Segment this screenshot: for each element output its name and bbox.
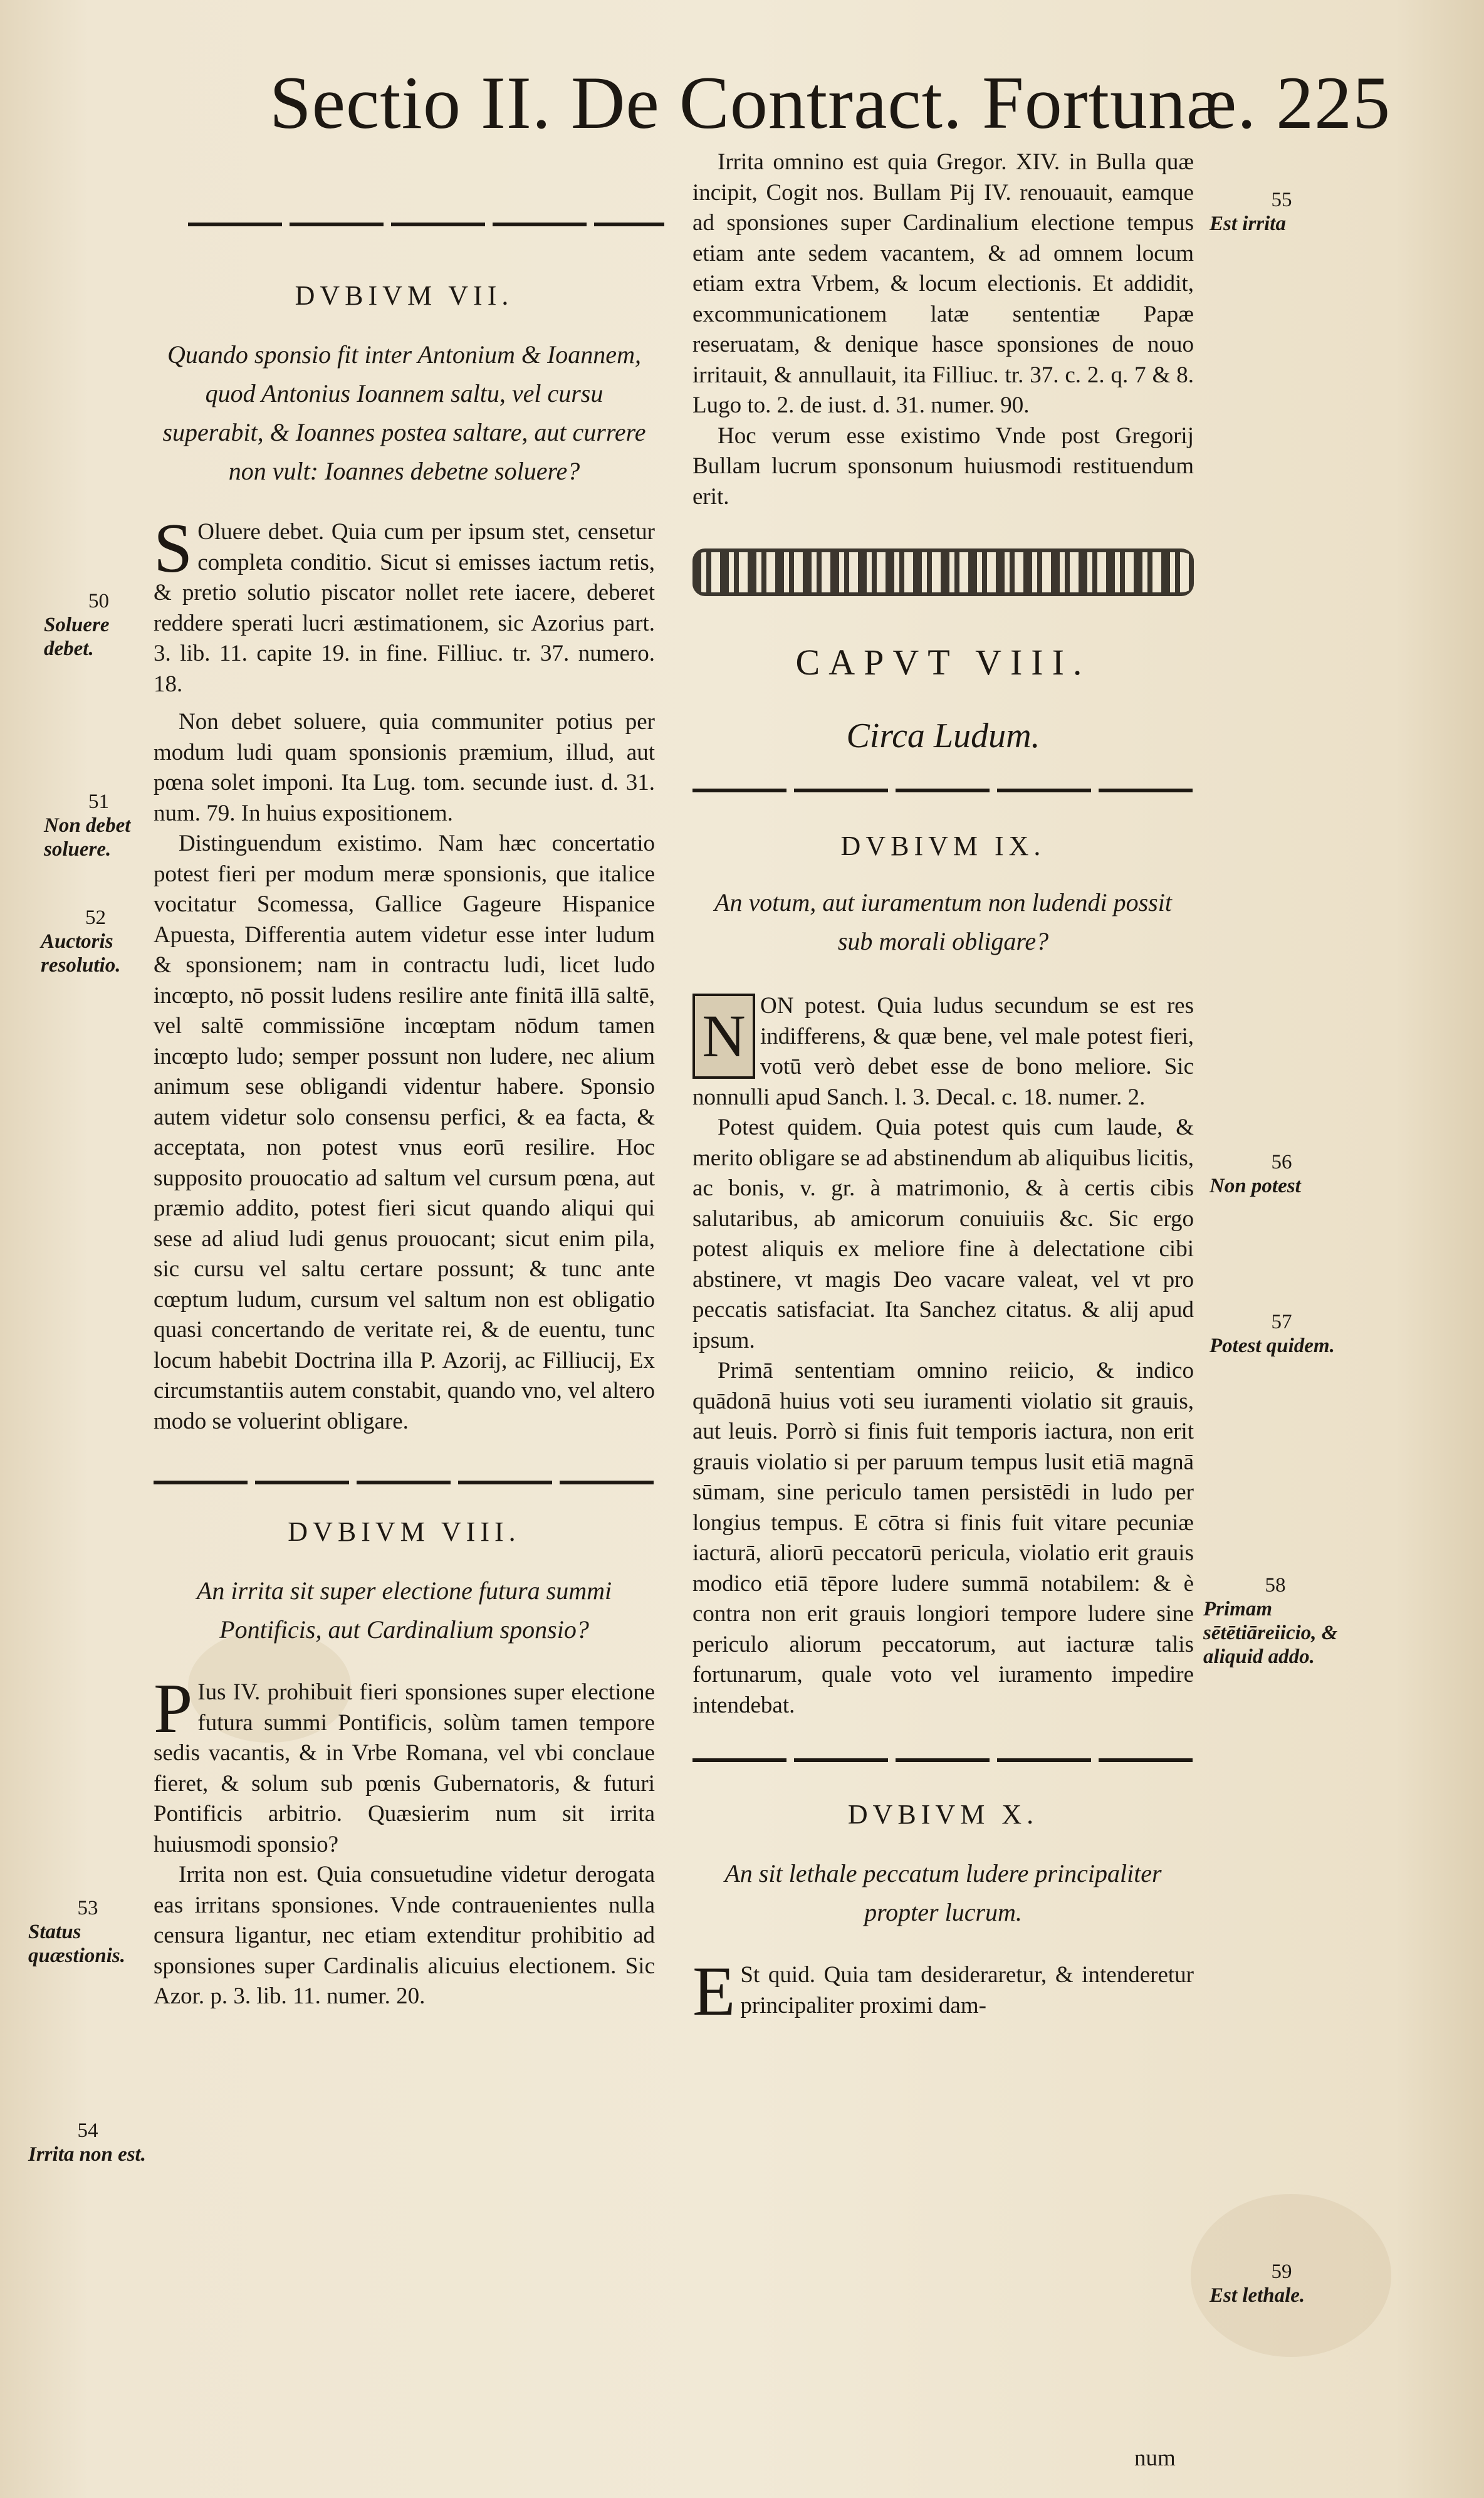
dubium-7-question: Quando sponsio fit inter Antonium & Ioannem, quod Antonius Ioannem saltu, vel cursu superabit, & Ioannes postea saltare, aut currere non vult: Ioannes debetne soluere? [162, 340, 646, 485]
ornamental-band [692, 548, 1194, 596]
catchword: num [1134, 2445, 1176, 2471]
dubium-8-paragraph-2: Irrita non est. Quia consuetudine videtur derogata eas irritans sponsiones. Vnde contrauenientes nulla censura ligantur, nec etiam extenditur prohibitio ad sponsiones super Cardinalis alicuius electionem. Sic Azor. p. 3. lib. 11. numer. 20. [154, 1862, 655, 2009]
chapter-subtitle: Circa Ludum. [846, 716, 1040, 755]
bulla-paragraph-2: Hoc verum esse existimo Vnde post Gregorij Bullam lucrum sponsonum huiusmodi restituendum erit. [692, 422, 1194, 510]
margin-note-59: 59 Est lethale. [1210, 2260, 1305, 2307]
margin-note-55: 55 Est irrita [1210, 189, 1292, 235]
dubium-9-heading: DVBIVM IX. [840, 831, 1046, 861]
bulla-paragraph-1: Irrita omnino est quia Gregor. XIV. in Bulla quæ incipit, Cogit nos. Bullam Pij IV. renouauit, eamque ad sponsiones super Cardinalium electione tempus etiam ante sedem vacantem, & ad omnem locum etiam extra Vrbem, & locum electionis. Et addidit, excommunicationem latæ sententiæ Papæ reseruatam, & denique hasce sponsiones de nouo irritauit, & annullauit, ita Filliuc. tr. 37. c. 2. q. 7 & 8. Lugo to. 2. de iust. d. 31. numer. 90. [692, 149, 1194, 418]
margin-note-54: 54 Irrita non est. [28, 2119, 146, 2166]
decorated-initial: N [692, 994, 755, 1079]
dubium-7-heading: DVBIVM VII. [295, 280, 514, 311]
dubium-7-paragraph-1: S Oluere debet. Quia cum per ipsum stet, censetur completa conditio. Sicut si emisses iactum retis, & pretio solutio piscator nollet rete iacere, deberet reddere sperati lucri æstimationem, sic Azorius part. 3. lib. 11. capite 19. in fine. Filliuc. tr. 37. numero. 18. [154, 510, 655, 697]
dubium-7-paragraph-2: Non debet soluere, quia communiter potius per modum ludi quam sponsionis præmium, illud, aut pœna solet imponi. Ita Lug. tom. secunde iust. d. 31. num. 79. In huius expositionem. [154, 709, 655, 826]
dubium-8-question: An irrita sit super electione futura summi Pontificis, aut Cardinalium sponsio? [196, 1577, 612, 1644]
dubium-10-paragraph-1: E St quid. Quia tam desideraretur, & intenderetur principaliter proximi dam- [692, 1953, 1194, 2030]
margin-note-51: 51 Non debet soluere. [44, 790, 131, 861]
left-column [154, 207, 655, 2012]
margin-note-53: 53 Status quæstionis. [28, 1897, 125, 1967]
dubium-7-paragraph-3: Distinguendum existimo. Nam hæc concertatio potest fieri per modum meræ sponsionis, que italice vocitatur Scomessa, Gallice Gageure Hispanice Apuesta, Differentia autem videtur esse inter ludum & sponsionem; nam in contractu ludi, licet ludo incœpto, nō possit ludens resilire ante finitā illā saltē, vel saltē commissiōne incœptam nōdum tamen incœpto ludo; semper possunt non ludere, nec alium animum sese obligandi videntur habere. Sponsio autem videtur solo consensu perfici, & ea facta, & acceptata, non potest vnus eorū resilire. Hoc supposito prouocatio ad saltum vel cursum pœna, aut præmio addito, potest fieri sicut quando aliqui qui sese ad aliud ludi genus prouocant; sicut enim pila, sic cursu vel saltu certare possunt; & tunc ante cœptum ludum, cursum vel saltum non est obligatio quasi concertando de veritate rei, & de euentu, tunc locum habebit Doctrina illa P. Azorij, ac Filliucij, Ex circumstantiis autem constabit, quando vno, vel altero modo se voluerint obligare. [154, 831, 655, 1434]
dubium-9-question: An votum, aut iuramentum non ludendi possit sub morali obligare? [714, 888, 1172, 955]
dubium-9-paragraph-2: Potest quidem. Quia potest quis cum laude, & merito obligare se ad abstinendum ab aliquibus licitis, ac bonis, v. gr. à matrimonio, & à certis cibis salutaribus, ab amicorum conuiuiis &c. Sic ergo potest aliquis ex meliore fine à delectatione cibi abstinere, vt magis Deo vacare valeat, vel vt pro peccatis satisfaciat. Ita Sanchez citatus. & alij apud ipsum. [692, 1115, 1194, 1353]
margin-note-56: 56 Non potest [1210, 1151, 1301, 1197]
margin-note-58: 58 Primam sētētiāreiicio, & aliquid addo. [1203, 1574, 1338, 1668]
drop-capital: S [154, 510, 193, 587]
section-rule [692, 789, 1194, 792]
section-rule [154, 1481, 655, 1484]
margin-note-50: 50 Soluere debet. [44, 590, 110, 660]
drop-capital: P [154, 1670, 193, 1748]
dubium-9-paragraph-3: Primā sententiam omnino reiicio, & indico quādonā huius voti seu iuramenti violatio sit grauis, aut leuis. Porrò si finis fuit temporis iactura, non erit grauis violatio si per paruum tempus lusit etiā magnā sūmam, sine periculo tamen persistēdi in ludo per longius tempus. E cōtra si finis fuit vitare pecuniæ iacturā, aliorū peccatorū pericula, violatio erit grauis modico etiā tēpore ludere summā notabilem: & è contra non erit grauis longiori tempore ludere sine periculo aliorum peccatorum, aut iacturæ talis fortunarum, quale voto vel iuramento impedire intendebat. [692, 1358, 1194, 1718]
chapter-heading: CAPVT VIII. [795, 642, 1091, 683]
margin-note-52: 52 Auctoris resolutio. [41, 906, 121, 977]
dubium-10-question: An sit lethale peccatum ludere principaliter propter lucrum. [724, 1859, 1162, 1926]
dubium-9-paragraph-1: N ON potest. Quia ludus secundum se est res indifferens, & quæ bene, vel male potest fieri, votū verò debet esse de bono meliore. Sic nonnulli apud Sanch. l. 3. Decal. c. 18. numer. 2. [692, 993, 1194, 1110]
margin-note-57: 57 Potest quidem. [1210, 1311, 1335, 1357]
section-rule [188, 223, 664, 226]
dubium-10-heading: DVBIVM X. [847, 1799, 1039, 1830]
running-header: Sectio II. De Contract. Fortunæ. 225 [269, 61, 1391, 144]
drop-capital: E [692, 1953, 736, 2030]
right-column [692, 147, 1194, 2030]
dubium-8-heading: DVBIVM VIII. [288, 1516, 521, 1547]
section-rule [692, 1758, 1194, 1762]
dubium-8-paragraph-1: P Ius IV. prohibuit fieri sponsiones super electione futura summi Pontificis, solùm tamen tempore sedis vacantis, & in Vrbe Romana, vel vbi conclaue fieret, & solum sub pœnis Gubernatoris, & futuri Pontificis arbitrio. Quæsierim num sit irrita huiusmodi sponsio? [154, 1670, 655, 1857]
